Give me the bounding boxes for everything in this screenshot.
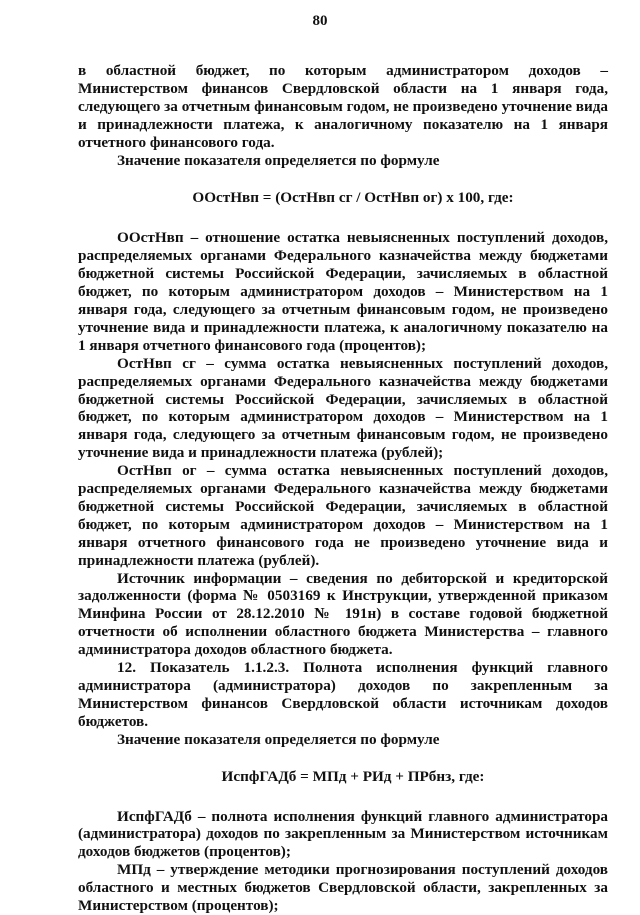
definition-ispfgadb: ИспфГАДб – полнота исполнения функций главного администратора (администратора) доходов по закрепленным за Министерством источникам доходов бюджетов (процентов); — [78, 807, 608, 861]
definition-ostnvp-og: ОстНвп ог – сумма остатка невыясненных поступлений доходов, распределяемых органами Федерального казначейства между бюджетами бюджетной системы Российской Федерации, зачисляемых в областной бюджет, по которым администратором доходов – Министерством на 1 января отчетного финансового года не произведено уточнение вида и принадлежности платежа (рублей). — [78, 462, 608, 569]
document-body — [78, 62, 608, 915]
definition-mpd: МПд – утверждение методики прогнозирования поступлений доходов областного и местных бюджетов Свердловской области, закрепленных за Министерством (процентов); — [78, 861, 608, 915]
formula-intro: Значение показателя определяется по формуле — [117, 730, 440, 748]
formula-ispfgadb: ИспфГАДб = МПд + РИд + ПРбнз, где: — [221, 767, 485, 785]
formula-oostnvp: ООстНвп = (ОстНвп сг / ОстНвп ог) х 100, где: — [192, 189, 514, 207]
page-number: 80 — [312, 13, 328, 29]
definition-ostnvp-sg: ОстНвп сг – сумма остатка невыясненных поступлений доходов, распределяемых органами Федерального казначейства между бюджетами бюджетной системы Российской Федерации, зачисляемых в областной бюджет, по которым администратором доходов – Министерством на 1 января года, следующего за отчетным финансовым годом, не произведено уточнение вида и принадлежности платежа (рублей); — [78, 354, 608, 462]
source-info: Источник информации – сведения по дебиторской и кредиторской задолженности (форма № 0503169 к Инструкции, утвержденной приказом Минфина России от 28.12.2010 № 191н) в составе годовой бюджетной отчетности об исполнении областного бюджета Министерства – главного администратора доходов областного бюджета. — [78, 569, 608, 659]
definition-oostnvp: ООстНвп – отношение остатка невыясненных поступлений доходов, распределяемых органами Федерального казначейства между бюджетами бюджетной системы Российской Федерации, зачисляемых в областной бюджет, по которым администратором доходов – Министерством на 1 января года, следующего за отчетным финансовым годом, не произведено уточнение вида и принадлежности платежа, к аналогичному показателю на 1 января отчетного финансового года (процентов); — [78, 229, 608, 354]
formula-intro: Значение показателя определяется по формуле — [117, 151, 440, 169]
indicator-12: 12. Показатель 1.1.2.3. Полнота исполнения функций главного администратора (администратора) доходов по закрепленным за Министерством финансов Свердловской области источникам доходов бюджетов. — [78, 659, 608, 730]
paragraph-continuation: в областной бюджет, по которым администратором доходов – Министерством финансов Свердловской области на 1 января года, следующего за отчетным финансовым годом, не произведено уточнение вида и принадлежности платежа, к аналогичному показателю на 1 января отчетного финансового года. — [78, 62, 608, 151]
